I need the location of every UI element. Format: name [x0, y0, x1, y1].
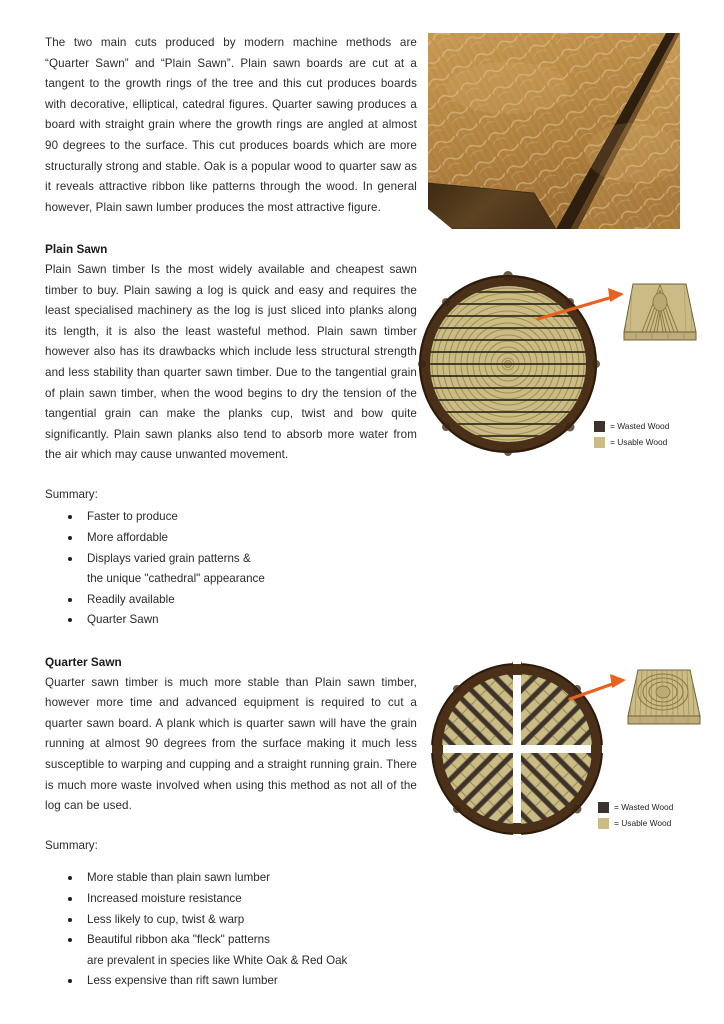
legend-item [594, 435, 669, 449]
list-item-text: Displays varied grain patterns & [87, 551, 251, 565]
bullet-dot-icon [68, 876, 72, 880]
legend-item [594, 419, 669, 433]
list-item [45, 528, 417, 549]
spacer [45, 631, 417, 652]
list-item-continuation: the unique "cathedral" appearance [87, 572, 265, 586]
usable-wood-swatch-icon [598, 818, 609, 829]
list-item [45, 971, 417, 992]
legend-label: = Usable Wood [614, 817, 672, 828]
list-item-text: Less expensive than rift sawn lumber [87, 974, 278, 988]
text-column [45, 33, 417, 992]
spacer [45, 856, 417, 866]
list-item-continuation: are prevalent in species like White Oak & Red Oak [87, 953, 348, 967]
list-item [45, 930, 417, 971]
list-item-text: Readily available [87, 592, 175, 606]
bullet-dot-icon [68, 979, 72, 983]
usable-wood-swatch-icon [594, 437, 605, 448]
list-item-text: More affordable [87, 531, 168, 545]
plain-sawn-paragraph: Plain Sawn timber Is the most widely available and cheapest sawn timber to buy. Plain sawing a log is quick and easy and requires the least specialised machinery as the log is just sliced into planks along its length, it is also the least wasteful method. Plain sawn timber however also has its drawbacks which include less structural strength and less stability than quarter sawn timber. Due to the tangential grain of plain sawn timber, when the wood begins to dry the tension of the tangential grain can make the planks cup, twist and bow quite significantly. Plain sawn planks also tend to absorb more water from the air which may cause unwanted movement. [45, 262, 417, 462]
list-item [45, 910, 417, 931]
quarter-sawn-oak-boards-photo [428, 33, 680, 229]
intro-paragraph: The two main cuts produced by modern machine methods are “Quarter Sawn” and “Plain Sawn”. Plain sawn boards are cut at a tangent to the growth rings of the tree and this cut produces boards with decorative, elliptical, catedral figures. Quarter sawing produces a board with straight grain where the growth rings are angled at almost 90 degrees to the surface. This cut produces boards which are more structurally strong and stable. Oak is a popular wood to quarter saw as it reveals attractive ribbon like patterns through the wood. In general however, Plain sawn lumber produces the most attractive figure. [45, 36, 417, 214]
bullet-dot-icon [68, 918, 72, 922]
list-item-text: More stable than plain sawn lumber [87, 871, 271, 885]
list-item-text: Faster to produce [87, 510, 178, 524]
legend-label: = Wasted Wood [610, 420, 670, 431]
quarter-sawn-summary-label: Summary: [45, 838, 98, 852]
bullet-dot-icon [68, 618, 72, 622]
list-item [45, 868, 417, 889]
bullet-dot-icon [68, 515, 72, 519]
section-heading-quarter-sawn: Quarter Sawn [45, 655, 122, 670]
legend-label: = Usable Wood [610, 436, 668, 447]
bullet-dot-icon [68, 897, 72, 901]
list-item [45, 610, 417, 631]
quarter-sawn-board-sample [628, 670, 700, 724]
spacer [45, 466, 417, 485]
wasted-wood-swatch-icon [598, 802, 609, 813]
list-item-text: Quarter Sawn [87, 613, 159, 627]
wasted-wood-swatch-icon [594, 421, 605, 432]
bullet-dot-icon [68, 557, 72, 561]
quarter-sawn-summary-list [45, 868, 417, 992]
spacer [45, 817, 417, 836]
legend-item [598, 816, 673, 830]
bullet-dot-icon [68, 598, 72, 602]
plain-sawn-board-sample [624, 284, 696, 340]
list-item [45, 590, 417, 611]
quarter-sawn-legend [598, 800, 673, 832]
quarter-sawn-paragraph: Quarter sawn timber is much more stable than Plain sawn timber, however more time and advanced equipment is required to cut a quarter sawn board. A plank which is quarter sawn will have the grain running at almost 90 degrees from the surface making it much less susceptible to warping and cupping and a straight running grain. There is much more waste involved when using this method as not all of the log can be used. [45, 675, 417, 813]
list-item [45, 507, 417, 528]
list-item-text: Less likely to cup, twist & warp [87, 912, 245, 926]
list-item [45, 549, 417, 590]
list-item-text: Beautiful ribbon aka "fleck" patterns [87, 933, 270, 947]
plain-sawn-legend [594, 419, 669, 451]
list-item-text: Increased moisture resistance [87, 891, 242, 905]
plain-sawn-summary-label: Summary: [45, 487, 98, 501]
bullet-dot-icon [68, 536, 72, 540]
plain-sawn-summary-list [45, 507, 417, 631]
legend-item [598, 800, 673, 814]
list-item [45, 889, 417, 910]
bullet-dot-icon [68, 938, 72, 942]
section-heading-plain-sawn: Plain Sawn [45, 242, 108, 257]
legend-label: = Wasted Wood [614, 801, 674, 812]
spacer [45, 218, 417, 239]
